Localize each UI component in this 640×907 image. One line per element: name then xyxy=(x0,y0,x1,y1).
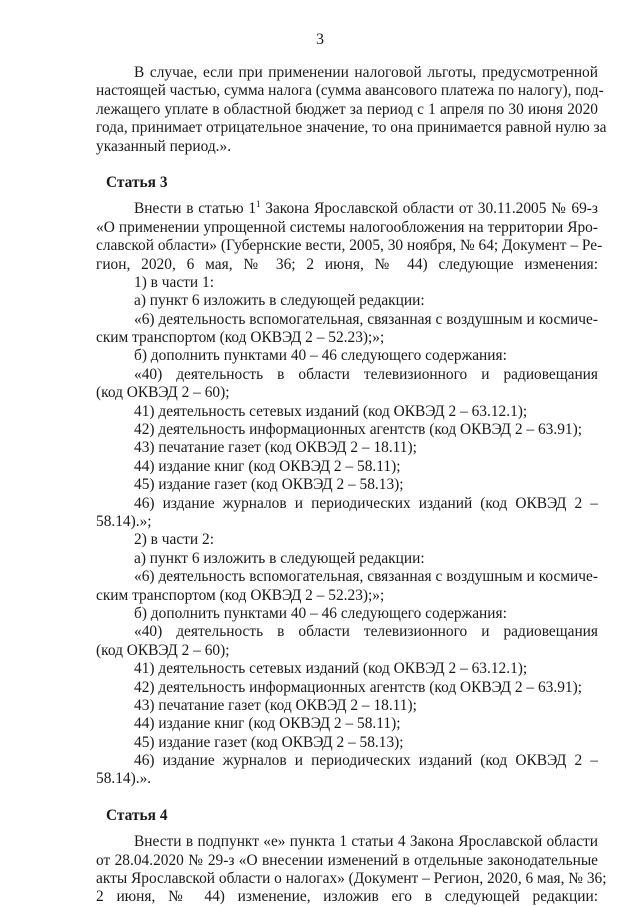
text-line: 1) в части 1: xyxy=(134,273,214,291)
text-line: 58.14).»; xyxy=(96,512,152,530)
text-line: «40) деятельность в области телевизионного и радиовещания xyxy=(134,623,598,641)
text-line: славской области» (Губернские вести, 2005, 30 ноября, № 64; Документ – Ре- xyxy=(96,237,603,255)
text-line: гион, 2020, 6 мая, № 36; 2 июня, № 44) следующие изменения: xyxy=(96,255,598,273)
text-line: 41) деятельность сетевых изданий (код ОКВЭД 2 – 63.12.1); xyxy=(134,402,528,420)
text-line: В случае, если при применении налоговой льготы, предусмотренной xyxy=(134,64,598,81)
text-line: указанный период.». xyxy=(96,137,232,155)
superscript-number: 1 xyxy=(256,199,261,210)
text-line: 46) издание журналов и периодических изданий (код ОКВЭД 2 – xyxy=(134,494,598,512)
article-heading: Статья 4 xyxy=(106,806,168,824)
text-fragment: Внести в статью 1 xyxy=(134,200,257,218)
text-line: настоящей частью, сумма налога (сумма авансового платежа по налогу), под- xyxy=(96,82,604,100)
text-line: 43) печатание газет (код ОКВЭД 2 – 18.11); xyxy=(134,696,417,714)
text-line: акты Ярославской области о налогах» (Документ – Регион, 2020, 6 мая, № 36; xyxy=(96,870,607,888)
text-line: (код ОКВЭД 2 – 60); xyxy=(96,641,230,659)
text-line: 46) издание журналов и периодических изданий (код ОКВЭД 2 – xyxy=(134,752,598,770)
paragraph-spacer xyxy=(96,156,598,174)
text-line: от 28.04.2020 № 29-з «О внесении изменений в отдельные законодательные xyxy=(96,851,598,869)
text-line: 2) в части 2: xyxy=(134,531,214,549)
text-line: 45) издание газет (код ОКВЭД 2 – 58.13); xyxy=(134,733,404,751)
text-line xyxy=(96,200,598,218)
text-line: 45) издание газет (код ОКВЭД 2 – 58.13); xyxy=(134,476,404,494)
text-line: лежащего уплате в областной бюджет за период с 1 апреля по 30 июня 2020 xyxy=(96,100,598,118)
article-heading: Статья 3 xyxy=(106,173,168,191)
text-line: (код ОКВЭД 2 – 60); xyxy=(96,384,230,402)
text-line: 43) печатание газет (код ОКВЭД 2 – 18.11); xyxy=(134,439,417,457)
text-line: б) дополнить пунктами 40 – 46 следующего содержания: xyxy=(134,347,507,365)
paragraph-spacer xyxy=(96,789,598,807)
text-line: Внести в подпункт «е» пункта 1 статьи 4 Закона Ярославской области xyxy=(134,833,598,851)
text-line: «6) деятельность вспомогательная, связанная с воздушным и космиче- xyxy=(134,310,598,328)
paragraph-spacer xyxy=(96,825,598,833)
text-fragment: Закона Ярославской области от 30.11.2005 № 69-з xyxy=(260,200,598,218)
text-line: 2 июня, № 44) изменение, изложив его в следующей редакции: xyxy=(96,888,598,906)
text-line: «6) деятельность вспомогательная, связанная с воздушным и космиче- xyxy=(134,568,598,586)
text-line: 41) деятельность сетевых изданий (код ОКВЭД 2 – 63.12.1); xyxy=(134,660,528,678)
text-line: а) пункт 6 изложить в следующей редакции: xyxy=(134,292,425,310)
text-line: года, принимает отрицательное значение, то она принимается равной нулю за xyxy=(96,119,607,137)
text-line: 44) издание книг (код ОКВЭД 2 – 58.11); xyxy=(134,457,401,475)
text-line: 42) деятельность информационных агентств (код ОКВЭД 2 – 63.91); xyxy=(134,678,583,696)
text-line: ским транспортом (код ОКВЭД 2 – 52.23);»; xyxy=(96,329,385,347)
text-line: а) пункт 6 изложить в следующей редакции: xyxy=(134,549,425,567)
text-line: «О применении упрощенной системы налогообложения на территории Яро- xyxy=(96,218,598,236)
text-line: 42) деятельность информационных агентств (код ОКВЭД 2 – 63.91); xyxy=(134,421,583,439)
text-line: 44) издание книг (код ОКВЭД 2 – 58.11); xyxy=(134,715,401,733)
text-line: 58.14).». xyxy=(96,770,152,788)
text-line: б) дополнить пунктами 40 – 46 следующего содержания: xyxy=(134,604,507,622)
document-body xyxy=(96,64,607,907)
text-line: «40) деятельность в области телевизионного и радиовещания xyxy=(134,365,598,383)
text-line: ским транспортом (код ОКВЭД 2 – 52.23);»; xyxy=(96,586,385,604)
page-number: 3 xyxy=(316,31,324,48)
